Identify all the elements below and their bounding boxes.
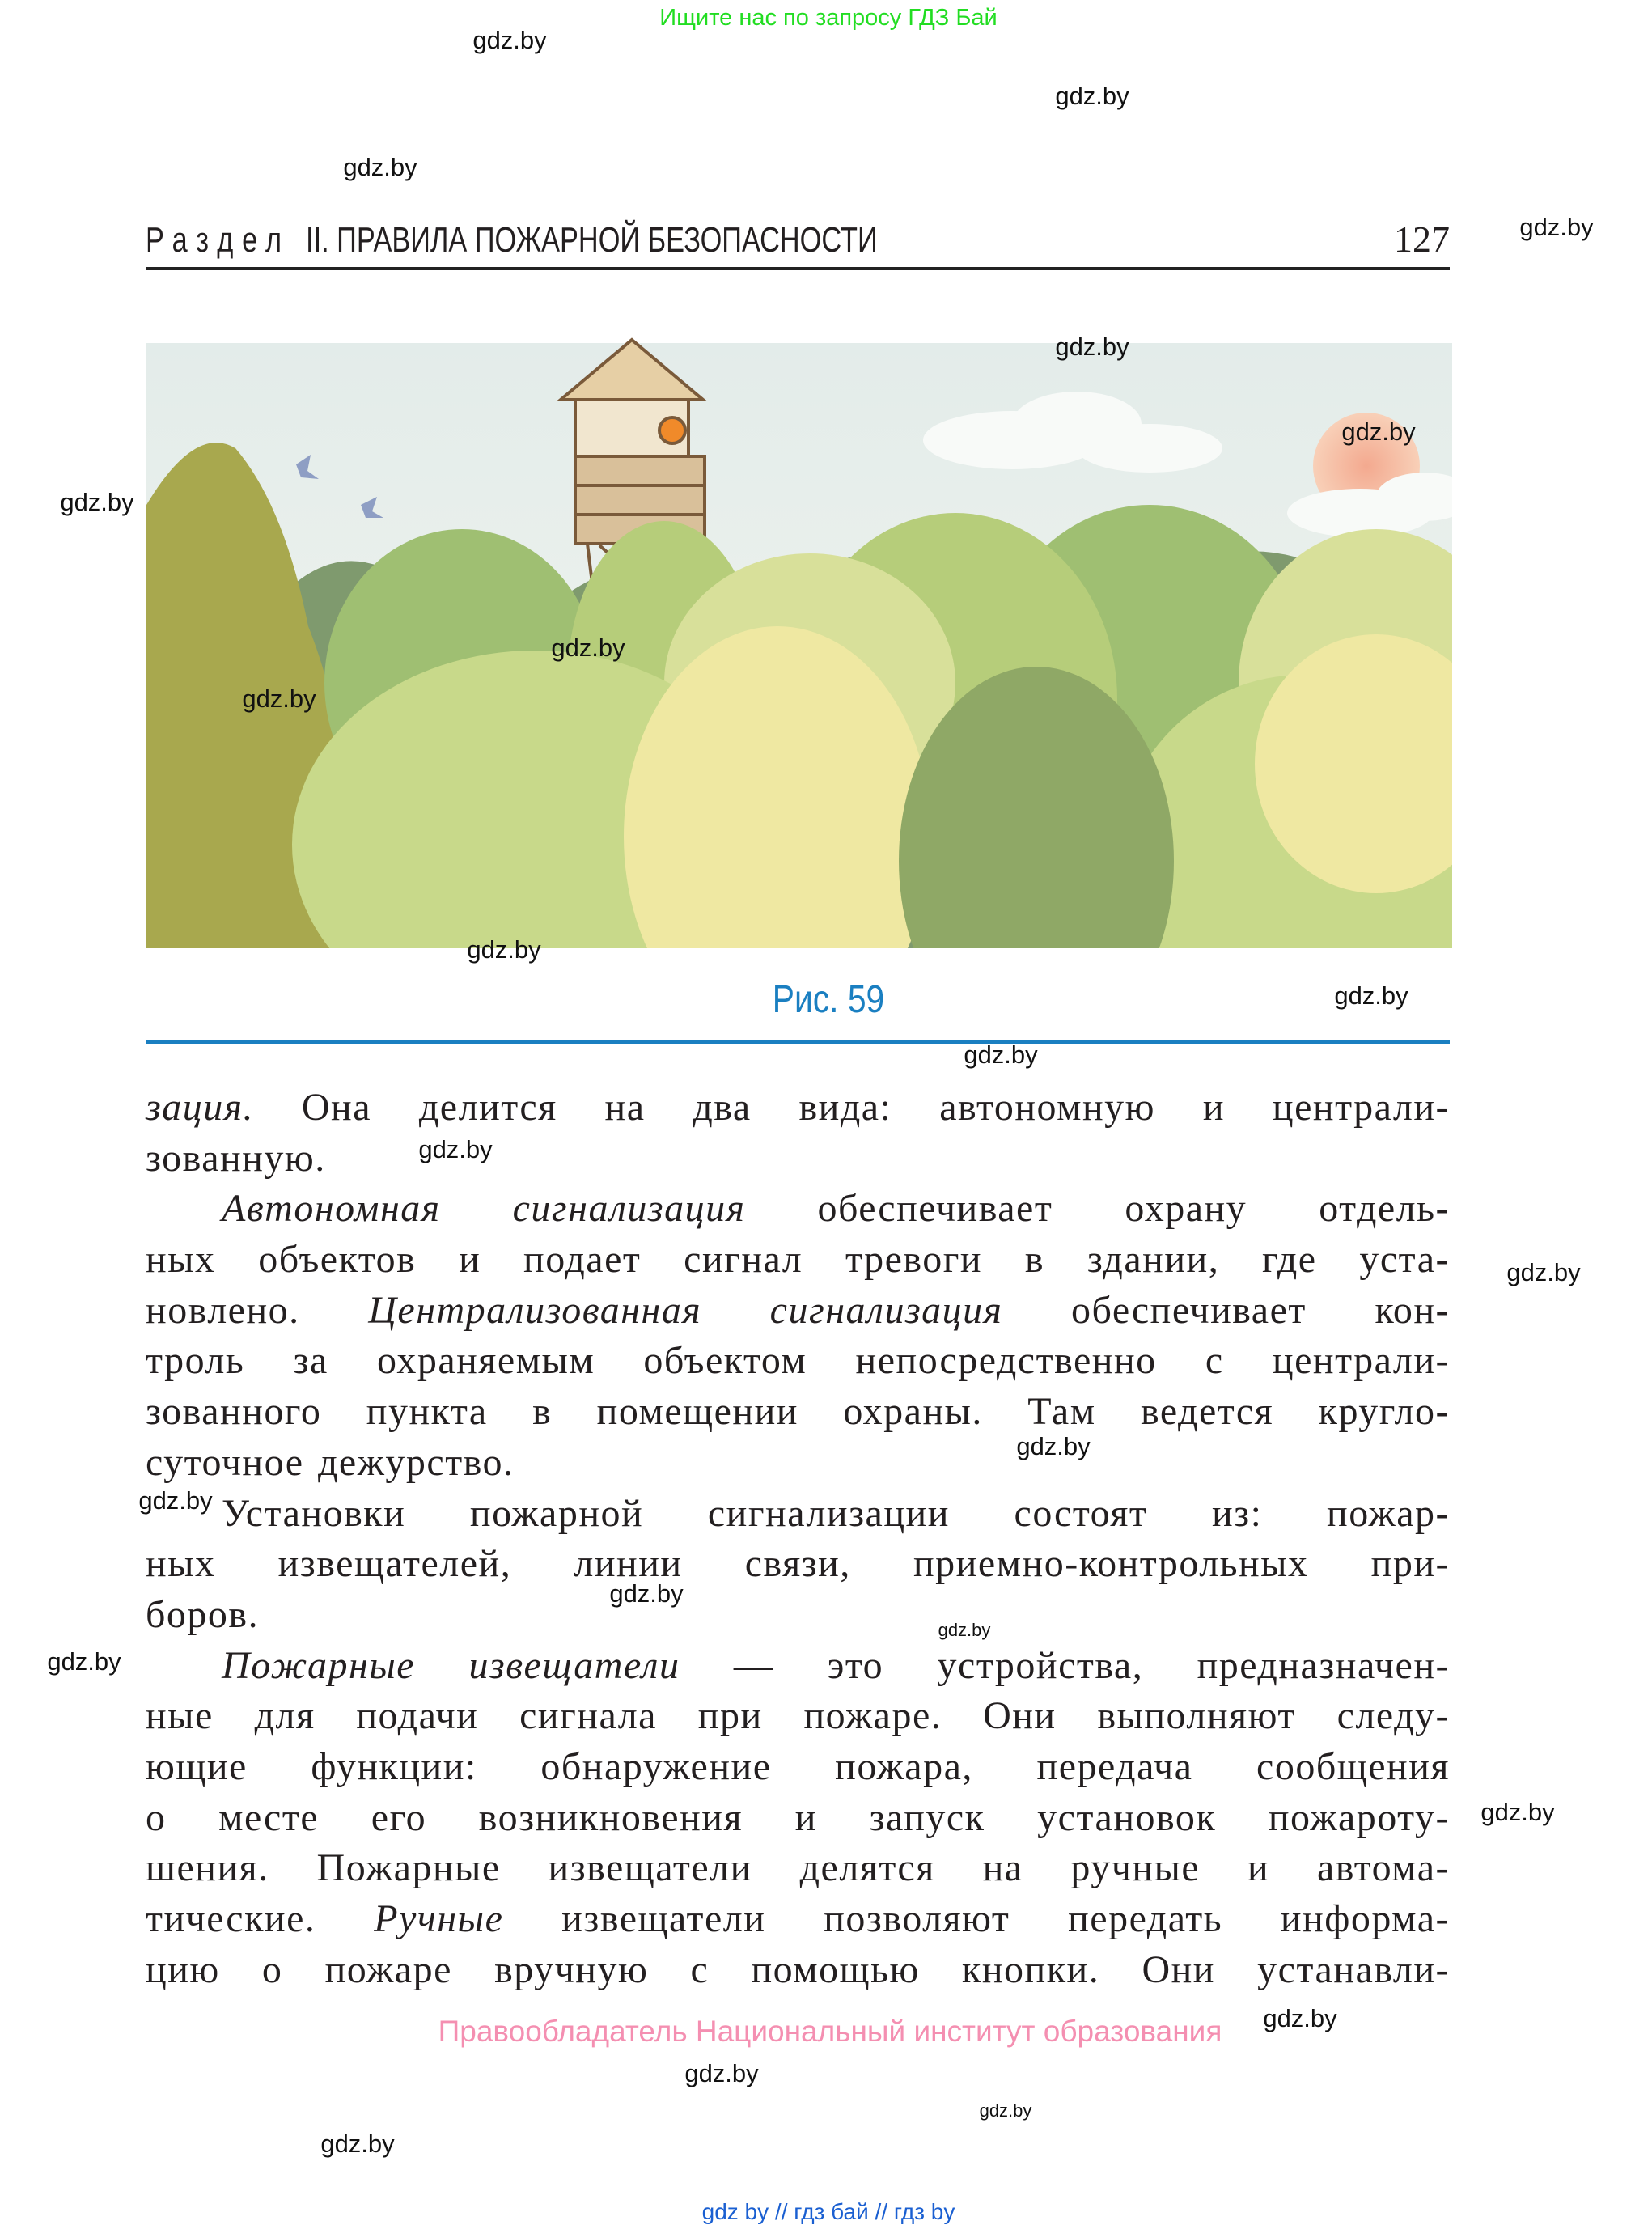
italic-term: Автономная сигнализация bbox=[222, 1187, 746, 1231]
text-line bbox=[146, 1489, 1450, 1540]
text-segment: шения. Пожарные извещатели делятся на ручные и автома- bbox=[146, 1846, 1450, 1890]
text-segment: Она делится на два вида: автономную и централи- bbox=[254, 1086, 1450, 1129]
watermark: gdz.by bbox=[551, 634, 625, 662]
text-line bbox=[146, 1539, 1450, 1590]
text-segment: о месте его возникновения и запуск установок пожароту- bbox=[146, 1795, 1450, 1839]
watermark: gdz.by bbox=[47, 1647, 121, 1676]
watermark: gdz.by bbox=[60, 488, 134, 516]
text-segment: обеспечивает охрану отдель- bbox=[745, 1187, 1450, 1231]
watermark: gdz.by bbox=[1263, 2004, 1337, 2032]
section-word: Раздел bbox=[146, 220, 290, 260]
search-banner: Ищите нас по запросу ГДЗ Бай bbox=[659, 5, 998, 31]
text-line bbox=[146, 1438, 1450, 1489]
copyright-notice: Правообладатель Национальный институт образования bbox=[438, 2015, 1222, 2048]
section-title bbox=[146, 220, 878, 261]
page-number: 127 bbox=[1394, 218, 1450, 260]
watermark: gdz.by bbox=[1055, 82, 1129, 110]
text-line bbox=[146, 1083, 1450, 1134]
watermark: gdz.by bbox=[1341, 417, 1416, 446]
watermark: gdz.by bbox=[343, 153, 417, 181]
forest-watchtower-image bbox=[146, 307, 1452, 948]
watermark: gdz.by bbox=[609, 1579, 684, 1608]
text-line bbox=[146, 1945, 1450, 1996]
watermark: gdz.by bbox=[320, 2130, 395, 2158]
italic-term: Ручные bbox=[374, 1897, 504, 1940]
text-segment: суточное дежурство. bbox=[146, 1440, 515, 1484]
italic-term: зация. bbox=[146, 1086, 255, 1129]
text-segment: тические. bbox=[146, 1897, 375, 1940]
text-line bbox=[146, 1336, 1450, 1387]
text-segment: извещатели позволяют передать информа- bbox=[503, 1897, 1451, 1940]
watermark: gdz.by bbox=[1506, 1258, 1581, 1286]
text-line bbox=[146, 1641, 1450, 1692]
text-line bbox=[146, 1387, 1450, 1438]
watermark: gdz.by bbox=[138, 1486, 213, 1515]
text-line bbox=[146, 1184, 1450, 1235]
section-name: II. ПРАВИЛА ПОЖАРНОЙ БЕЗОПАСНОСТИ bbox=[306, 220, 878, 260]
text-line bbox=[146, 1235, 1450, 1286]
text-segment: ные для подачи сигнала при пожаре. Они выполняют следу- bbox=[146, 1694, 1450, 1738]
caption-divider bbox=[146, 1040, 1450, 1044]
text-segment: Установки пожарной сигнализации состоят из: пожар- bbox=[222, 1491, 1450, 1535]
text-line bbox=[146, 1134, 1450, 1185]
watermark: gdz.by bbox=[964, 1040, 1038, 1069]
body-text bbox=[146, 1083, 1450, 1995]
text-segment: боров. bbox=[146, 1592, 260, 1636]
text-segment: троль за охраняемым объектом непосредственно с централи- bbox=[146, 1339, 1450, 1383]
text-line bbox=[146, 1691, 1450, 1742]
watermark: gdz.by bbox=[979, 2100, 1032, 2121]
bottom-links[interactable]: gdz by // гдз бай // гдз by bbox=[701, 2199, 955, 2224]
text-segment: цию о пожаре вручную с помощью кнопки. Они устанавли- bbox=[146, 1947, 1450, 1991]
text-segment: ных объектов и подает сигнал тревоги в здании, где уста- bbox=[146, 1238, 1450, 1282]
page-header bbox=[146, 217, 1450, 270]
text-line bbox=[146, 1590, 1450, 1641]
watermark: gdz.by bbox=[1480, 1798, 1555, 1826]
text-line bbox=[146, 1793, 1450, 1844]
text-segment: обеспечивает кон- bbox=[1002, 1288, 1450, 1332]
text-segment: — это устройства, предназначен- bbox=[680, 1643, 1450, 1687]
italic-term: Пожарные извещатели bbox=[222, 1643, 680, 1687]
text-segment: ных извещателей, линии связи, приемно-контрольных при- bbox=[146, 1542, 1450, 1586]
watermark: gdz.by bbox=[1334, 981, 1408, 1010]
watermark: gdz.by bbox=[472, 26, 547, 54]
text-line bbox=[146, 1894, 1450, 1945]
text-segment: новлено. bbox=[146, 1288, 369, 1332]
text-segment: зованную. bbox=[146, 1136, 326, 1180]
text-line bbox=[146, 1286, 1450, 1337]
watermark: gdz.by bbox=[684, 2059, 759, 2087]
watermark: gdz.by bbox=[1519, 213, 1594, 241]
text-line bbox=[146, 1843, 1450, 1894]
figure-caption: Рис. 59 bbox=[772, 978, 885, 1021]
italic-term: Централизованная сигнализация bbox=[368, 1288, 1003, 1332]
watermark: gdz.by bbox=[1055, 333, 1129, 361]
figure-illustration bbox=[146, 343, 1452, 948]
watermark: gdz.by bbox=[242, 684, 316, 713]
watermark: gdz.by bbox=[1016, 1432, 1091, 1460]
watermark: gdz.by bbox=[418, 1135, 493, 1163]
text-segment: зованного пункта в помещении охраны. Там ведется кругло- bbox=[146, 1390, 1450, 1434]
watermark: gdz.by bbox=[467, 935, 541, 964]
watermark: gdz.by bbox=[938, 1620, 991, 1640]
text-line bbox=[146, 1742, 1450, 1793]
text-segment: ющие функции: обнаружение пожара, передача сообщения bbox=[146, 1744, 1450, 1788]
